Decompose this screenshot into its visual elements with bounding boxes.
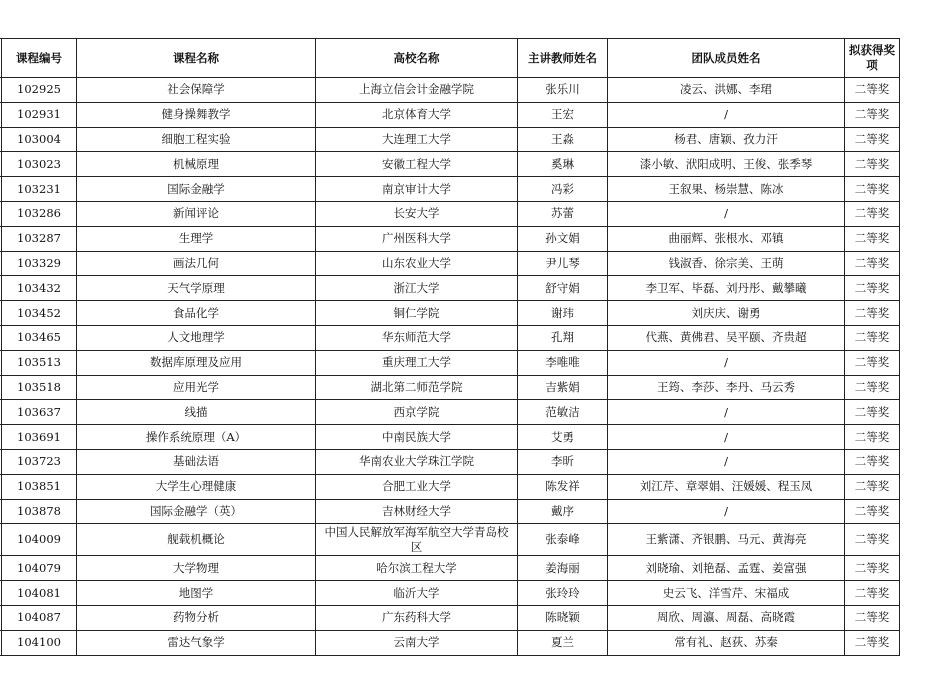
award-cell: 二等奖: [845, 630, 900, 655]
school-name-cell: 中南民族大学: [316, 425, 518, 450]
course-name-cell: 社会保障学: [77, 78, 316, 103]
course-code-cell: 103465: [2, 325, 77, 350]
award-cell: 二等奖: [845, 375, 900, 400]
team-members-cell: /: [608, 102, 845, 127]
course-name-cell: 画法几何: [77, 251, 316, 276]
course-name-cell: 数据库原理及应用: [77, 350, 316, 375]
teacher-name-cell: 吉紫娟: [518, 375, 608, 400]
teacher-name-cell: 王淼: [518, 127, 608, 152]
school-name-cell: 西京学院: [316, 400, 518, 425]
course-code-cell: 103691: [2, 425, 77, 450]
table-row: [0, 375, 900, 400]
course-name-cell: 雷达气象学: [77, 630, 316, 655]
team-members-cell: 刘江芹、章翠娟、汪媛媛、程玉凤: [608, 474, 845, 499]
team-members-cell: 杨君、唐颖、孜力汗: [608, 127, 845, 152]
teacher-name-cell: 陈晓颖: [518, 605, 608, 630]
table-row: [0, 581, 900, 606]
course-code-cell: 103231: [2, 177, 77, 202]
course-code-cell: 104081: [2, 581, 77, 606]
team-members-cell: 王筠、李莎、李丹、马云秀: [608, 375, 845, 400]
course-code-cell: 104087: [2, 605, 77, 630]
team-members-cell: 刘庆庆、谢勇: [608, 301, 845, 326]
team-members-cell: /: [608, 350, 845, 375]
award-cell: 二等奖: [845, 127, 900, 152]
table-row: [0, 474, 900, 499]
teacher-name-cell: 陈发祥: [518, 474, 608, 499]
course-name-cell: 地图学: [77, 581, 316, 606]
course-name-cell: 基础法语: [77, 449, 316, 474]
team-members-cell: /: [608, 499, 845, 524]
course-name-cell: 食品化学: [77, 301, 316, 326]
teacher-name-cell: 苏蕾: [518, 201, 608, 226]
table-row: [0, 276, 900, 301]
team-members-cell: 钱淑香、徐宗美、王萌: [608, 251, 845, 276]
team-members-cell: 李卫军、毕磊、刘丹彤、戴攀曦: [608, 276, 845, 301]
course-code-cell: 104100: [2, 630, 77, 655]
school-name-cell: 南京审计大学: [316, 177, 518, 202]
school-name-cell: 中国人民解放军海军航空大学青岛校区: [316, 524, 518, 556]
course-code-cell: 103637: [2, 400, 77, 425]
table-row: [0, 127, 900, 152]
course-name-cell: 国际金融学: [77, 177, 316, 202]
teacher-name-cell: 戴序: [518, 499, 608, 524]
school-name-cell: 山东农业大学: [316, 251, 518, 276]
school-name-cell: 华东师范大学: [316, 325, 518, 350]
course-name-cell: 大学物理: [77, 556, 316, 581]
course-name-cell: 舰载机概论: [77, 524, 316, 556]
award-cell: 二等奖: [845, 400, 900, 425]
award-cell: 二等奖: [845, 449, 900, 474]
school-name-cell: 上海立信会计金融学院: [316, 78, 518, 103]
award-cell: 二等奖: [845, 425, 900, 450]
table-row: [0, 325, 900, 350]
course-name-cell: 药物分析: [77, 605, 316, 630]
teacher-name-cell: 孔翔: [518, 325, 608, 350]
award-cell: 二等奖: [845, 78, 900, 103]
course-name-cell: 机械原理: [77, 152, 316, 177]
team-members-cell: 刘晓瑜、刘艳磊、孟霆、姜富强: [608, 556, 845, 581]
table-row: [0, 556, 900, 581]
award-cell: 二等奖: [845, 276, 900, 301]
team-members-cell: 常有礼、赵荻、苏秦: [608, 630, 845, 655]
teacher-name-cell: 舒守娟: [518, 276, 608, 301]
table-row: [0, 177, 900, 202]
course-code-cell: 103286: [2, 201, 77, 226]
school-name-cell: 铜仁学院: [316, 301, 518, 326]
table-row: [0, 102, 900, 127]
table-row: [0, 605, 900, 630]
teacher-name-cell: 冯彩: [518, 177, 608, 202]
header-course-code: 课程编号: [2, 39, 77, 78]
team-members-cell: 曲丽辉、张根水、邓镇: [608, 226, 845, 251]
team-members-cell: /: [608, 201, 845, 226]
team-members-cell: /: [608, 425, 845, 450]
school-name-cell: 哈尔滨工程大学: [316, 556, 518, 581]
team-members-cell: /: [608, 449, 845, 474]
school-name-cell: 吉林财经大学: [316, 499, 518, 524]
school-name-cell: 湖北第二师范学院: [316, 375, 518, 400]
award-cell: 二等奖: [845, 226, 900, 251]
team-members-cell: 史云飞、洋雪芹、宋福成: [608, 581, 845, 606]
course-code-cell: 103287: [2, 226, 77, 251]
course-code-cell: 104079: [2, 556, 77, 581]
table-row: [0, 400, 900, 425]
course-code-cell: 103329: [2, 251, 77, 276]
teacher-name-cell: 李昕: [518, 449, 608, 474]
table-row: [0, 226, 900, 251]
award-cell: 二等奖: [845, 251, 900, 276]
course-name-cell: 天气学原理: [77, 276, 316, 301]
course-code-cell: 104009: [2, 524, 77, 556]
teacher-name-cell: 王宏: [518, 102, 608, 127]
teacher-name-cell: 夏兰: [518, 630, 608, 655]
award-table: [0, 38, 900, 656]
header-teacher-name: 主讲教师姓名: [518, 39, 608, 78]
award-cell: 二等奖: [845, 605, 900, 630]
teacher-name-cell: 李唯唯: [518, 350, 608, 375]
course-code-cell: 103723: [2, 449, 77, 474]
course-code-cell: 103513: [2, 350, 77, 375]
school-name-cell: 广州医科大学: [316, 226, 518, 251]
course-name-cell: 健身操舞教学: [77, 102, 316, 127]
school-name-cell: 北京体育大学: [316, 102, 518, 127]
course-name-cell: 生理学: [77, 226, 316, 251]
course-code-cell: 103452: [2, 301, 77, 326]
teacher-name-cell: 艾勇: [518, 425, 608, 450]
course-code-cell: 103432: [2, 276, 77, 301]
course-code-cell: 103851: [2, 474, 77, 499]
award-cell: 二等奖: [845, 177, 900, 202]
course-name-cell: 细胞工程实验: [77, 127, 316, 152]
teacher-name-cell: 张泰峰: [518, 524, 608, 556]
course-name-cell: 应用光学: [77, 375, 316, 400]
award-cell: 二等奖: [845, 499, 900, 524]
team-members-cell: 王紫潇、齐银鹏、马元、黄海亮: [608, 524, 845, 556]
school-name-cell: 大连理工大学: [316, 127, 518, 152]
table-row: [0, 251, 900, 276]
team-members-cell: 凌云、洪娜、李珺: [608, 78, 845, 103]
header-course-name: 课程名称: [77, 39, 316, 78]
team-members-cell: 代燕、黄佛君、吴平颐、齐贵超: [608, 325, 845, 350]
school-name-cell: 广东药科大学: [316, 605, 518, 630]
table-row: [0, 301, 900, 326]
course-code-cell: 102925: [2, 78, 77, 103]
table-row: [0, 630, 900, 655]
teacher-name-cell: 张玲玲: [518, 581, 608, 606]
teacher-name-cell: 谢玮: [518, 301, 608, 326]
award-cell: 二等奖: [845, 474, 900, 499]
award-cell: 二等奖: [845, 581, 900, 606]
team-members-cell: 周欣、周瀛、周磊、高晓霞: [608, 605, 845, 630]
award-cell: 二等奖: [845, 301, 900, 326]
course-name-cell: 操作系统原理（A）: [77, 425, 316, 450]
school-name-cell: 浙江大学: [316, 276, 518, 301]
course-code-cell: 103023: [2, 152, 77, 177]
school-name-cell: 长安大学: [316, 201, 518, 226]
table-row: [0, 499, 900, 524]
award-cell: 二等奖: [845, 350, 900, 375]
teacher-name-cell: 姜海丽: [518, 556, 608, 581]
course-name-cell: 国际金融学（英）: [77, 499, 316, 524]
table-row: [0, 449, 900, 474]
header-award: 拟获得奖项: [845, 39, 900, 78]
school-name-cell: 安徽工程大学: [316, 152, 518, 177]
header-team-members: 团队成员姓名: [608, 39, 845, 78]
school-name-cell: 重庆理工大学: [316, 350, 518, 375]
school-name-cell: 华南农业大学珠江学院: [316, 449, 518, 474]
school-name-cell: 合肥工业大学: [316, 474, 518, 499]
award-cell: 二等奖: [845, 102, 900, 127]
table-row: [0, 524, 900, 556]
course-code-cell: 103518: [2, 375, 77, 400]
award-cell: 二等奖: [845, 556, 900, 581]
course-code-cell: 102931: [2, 102, 77, 127]
table-row: [0, 78, 900, 103]
teacher-name-cell: 尹儿琴: [518, 251, 608, 276]
table-row: [0, 425, 900, 450]
school-name-cell: 临沂大学: [316, 581, 518, 606]
award-cell: 二等奖: [845, 524, 900, 556]
course-code-cell: 103004: [2, 127, 77, 152]
team-members-cell: 漆小敏、洑阳成明、王俊、张季琴: [608, 152, 845, 177]
award-cell: 二等奖: [845, 152, 900, 177]
table-row: [0, 350, 900, 375]
teacher-name-cell: 孙文娟: [518, 226, 608, 251]
award-cell: 二等奖: [845, 325, 900, 350]
school-name-cell: 云南大学: [316, 630, 518, 655]
header-school-name: 高校名称: [316, 39, 518, 78]
course-name-cell: 新闻评论: [77, 201, 316, 226]
course-name-cell: 线描: [77, 400, 316, 425]
team-members-cell: /: [608, 400, 845, 425]
teacher-name-cell: 奚琳: [518, 152, 608, 177]
course-name-cell: 大学生心理健康: [77, 474, 316, 499]
table-row: [0, 201, 900, 226]
table-row: [0, 152, 900, 177]
course-code-cell: 103878: [2, 499, 77, 524]
teacher-name-cell: 张乐川: [518, 78, 608, 103]
course-name-cell: 人文地理学: [77, 325, 316, 350]
award-cell: 二等奖: [845, 201, 900, 226]
teacher-name-cell: 范敏洁: [518, 400, 608, 425]
header-row: [0, 39, 900, 78]
team-members-cell: 王叙果、杨崇慧、陈冰: [608, 177, 845, 202]
